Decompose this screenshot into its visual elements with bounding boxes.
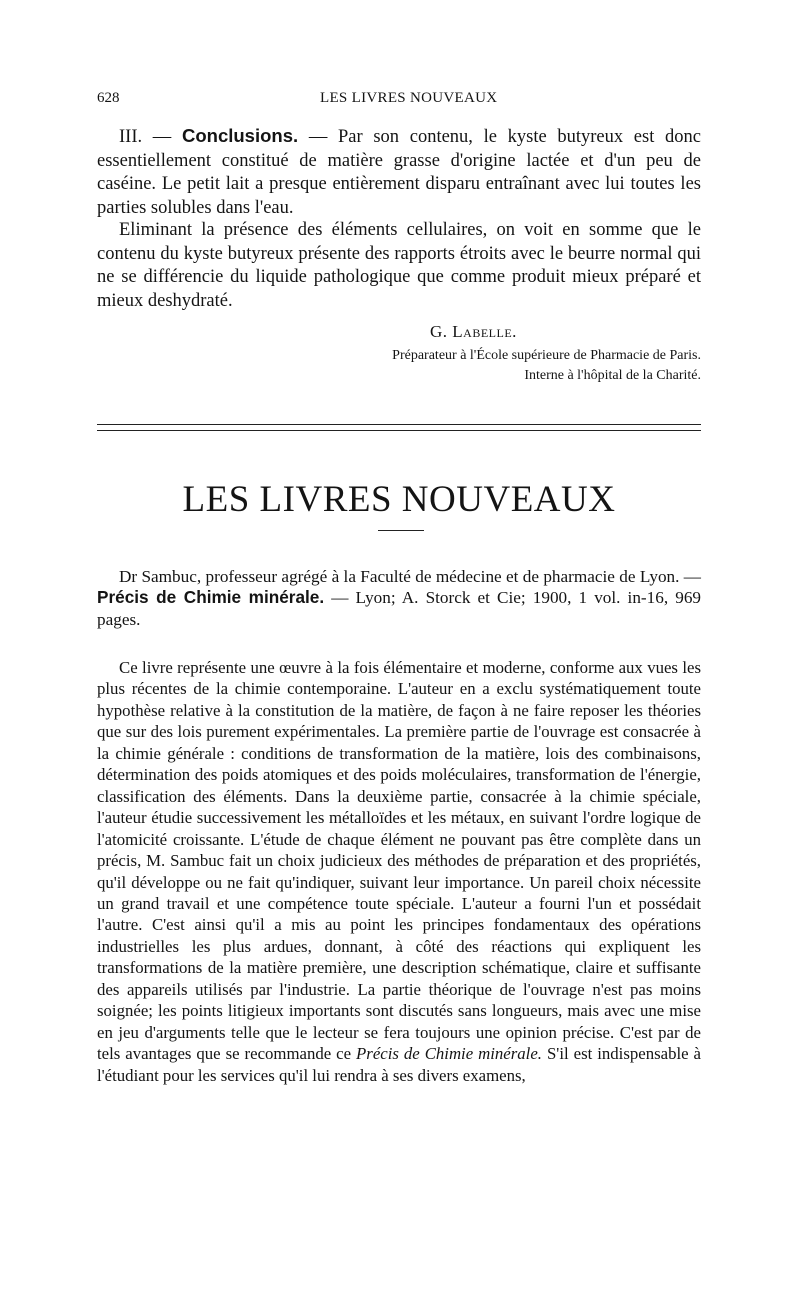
review-book-title-italic: Précis de Chimie minérale. (356, 1044, 542, 1064)
page-number: 628 (97, 90, 120, 106)
title-underline (378, 530, 424, 531)
citation-book-title: Précis de Chimie minérale. (97, 587, 325, 608)
author-signature: G. Labelle. (430, 322, 517, 341)
conclusions-heading: Conclusions. (181, 125, 299, 146)
conclusions-paragraph-1 (97, 124, 701, 220)
running-title: LES LIVRES NOUVEAUX (320, 90, 498, 106)
section-number: III. — (119, 127, 182, 147)
review-text-2: S'il est indispensable à l'étudiant pour les services qu'il lui rendra à ses divers examens, (97, 1044, 701, 1085)
book-citation (97, 566, 701, 630)
citation-author: Dr Sambuc, professeur agrégé à la Faculté de médecine et de pharmacie de Lyon. — (119, 567, 701, 586)
section-title: LES LIVRES NOUVEAUX (182, 479, 616, 520)
author-affiliation-1: Préparateur à l'École supérieure de Pharmacie de Paris. (392, 348, 701, 363)
section-divider-bottom (97, 430, 701, 431)
conclusions-paragraph-2: Eliminant la présence des éléments cellulaires, on voit en somme que le contenu du kyste butyreux présente des rapports étroits avec le beurre normal qui ne se différencie du liquide pathologique que comme produit mieux préparé et mieux deshydraté. (97, 220, 701, 311)
author-affiliation-2: Interne à l'hôpital de la Charité. (524, 368, 701, 383)
section-divider-top (97, 424, 701, 425)
citation-publisher: — Lyon; A. Storck et Cie; 1900, 1 vol. in-16, 969 pages. (97, 588, 702, 629)
conclusions-text-1: — Par son contenu, le kyste butyreux est donc essentiellement constitué de matière grasse d'origine lactée et d'un peu de caséine. Le petit lait a presque entièrement disparu entraînant avec lui toutes les parties solubles dans l'eau. (97, 127, 701, 218)
review-text-1: Ce livre représente une œuvre à la fois élémentaire et moderne, conforme aux vues les plus récentes de la chimie contemporaine. L'auteur en a exclu systématiquement toute hypothèse relative à la constitution de la matière, de façon à ne faire reposer les théories que sur des lois purement expérimentales. La première partie de l'ouvrage est consacrée à la chimie générale : conditions de transformation de la matière, lois des combinaisons, détermination des poids atomiques et des poids moléculaires, transformation de l'énergie, classification des éléments. Dans la deuxième partie, consacrée à la chimie spéciale, l'auteur étudie successivement les métalloïdes et les métaux, en suivant l'ordre logique de l'atomicité croissante. L'étude de chaque élément ne pouvant pas être complète dans un précis, M. Sambuc fait un choix judicieux des méthodes de préparation et des propriétés, qu'il développe ou ne fait qu'indiquer, suivant leur importance. Un pareil choix nécessite un grand travail et une compétence toute spéciale. L'auteur a fourni l'un et possédait l'autre. C'est ainsi qu'il a mis au point les principes fondamentaux des opérations industrielles les plus ardues, donnant, à côté des réactions qui expliquent les transformations de la matière première, une description schématique, claire et suffisante des appareils utilisés par l'industrie. La partie théorique de l'ouvrage n'est pas moins soignée; les points litigieux importants sont discutés sans longueurs, mais avec une mise en jeu d'arguments telle que le lecteur se fera toujours une opinion précise. C'est par de tels avantages que se recommande ce (97, 658, 701, 1064)
review-paragraph (97, 657, 701, 1086)
